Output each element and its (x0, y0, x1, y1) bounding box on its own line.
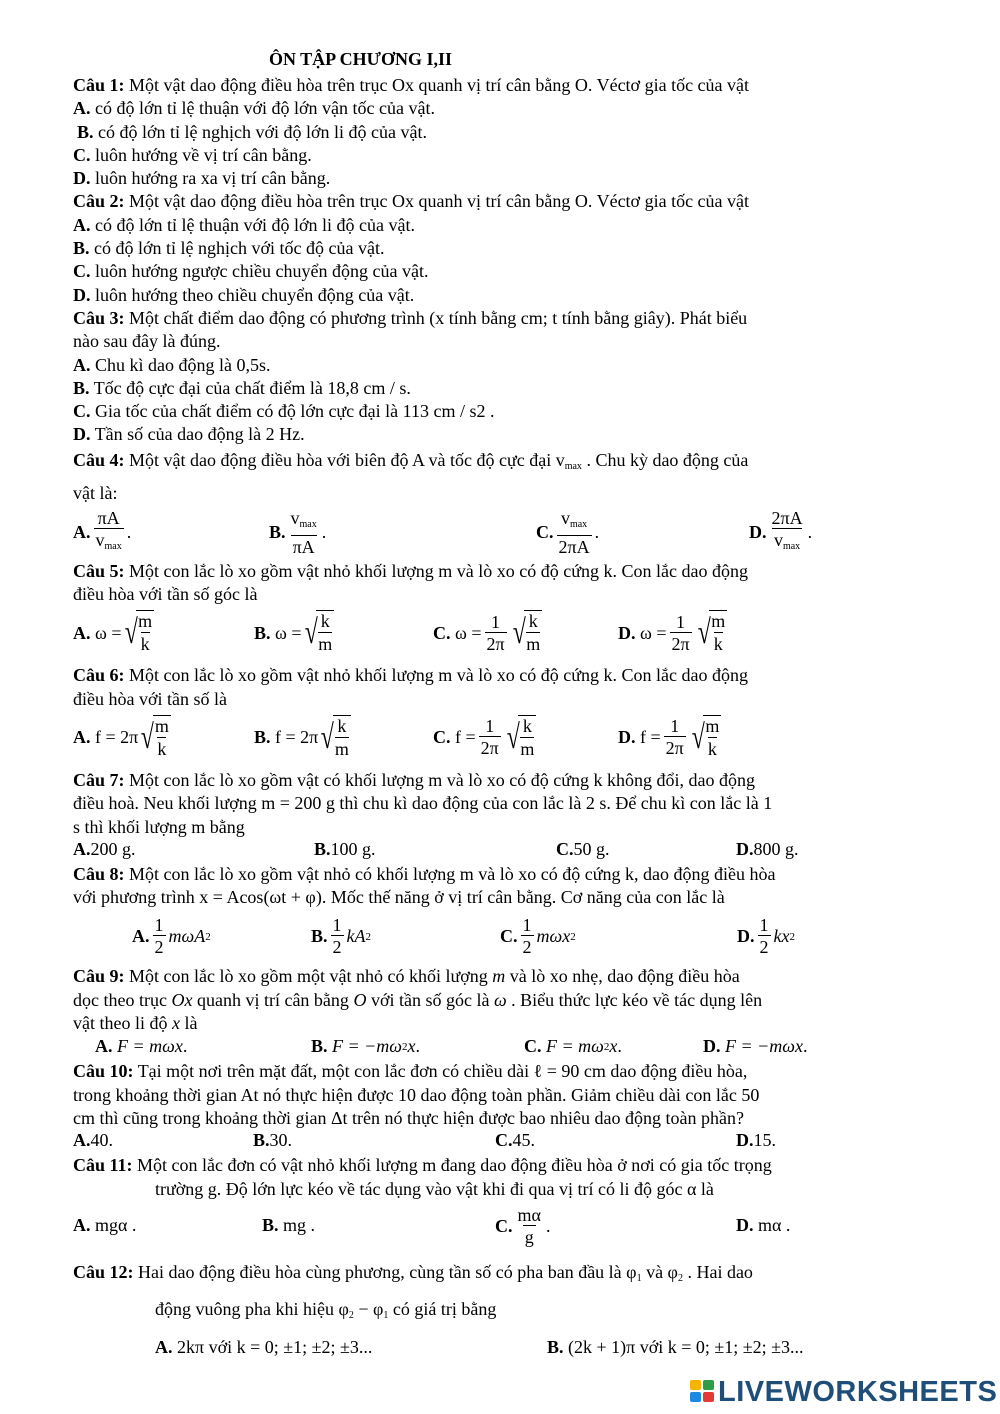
q2-option-a[interactable]: A. có độ lớn tỉ lệ thuận với độ lớn li độ của vật. (73, 214, 416, 235)
q8-option-a[interactable]: A. $\frac{1}{2}$ mωA 2 (132, 915, 211, 958)
q10-option-a[interactable]: A. 40. (73, 1130, 113, 1151)
liveworksheets-logo-icon (690, 1380, 716, 1404)
q4-options (73, 506, 863, 560)
q9-stem-cont2: vật theo li độ x là (73, 1013, 198, 1034)
q10-option-b[interactable]: B. 30. (253, 1130, 293, 1151)
logo-square-2 (703, 1380, 714, 1390)
q1-option-d[interactable]: D. luôn hướng ra xa vị trí cân bằng. (73, 168, 331, 189)
q5-stem-cont: điều hòa với tần số góc là (73, 584, 258, 605)
q9-option-b[interactable]: B. F = −mω 2 x . (311, 1036, 421, 1057)
q6-stem-cont: điều hòa với tần số là (73, 688, 227, 709)
q4-option-d[interactable]: D. $\frac{2\pi A}{v_{max}}$ . (749, 508, 812, 558)
q2-option-c[interactable]: C. luôn hướng ngược chiều chuyển động của vật. (73, 261, 429, 282)
q9-option-c[interactable]: C. F = mω 2 x . (524, 1036, 622, 1057)
q3-option-c[interactable]: C. Gia tốc của chất điểm có độ lớn cực đại là 113 cm / s2 . (73, 401, 495, 422)
q3-stem: Câu 3: Một chất điểm dao động có phương trình (x tính bằng cm; t tính bằng giây). Phát biểu (73, 307, 748, 328)
sqrt-icon: √ $\frac{k}{m}$ (321, 715, 349, 759)
q11-options (73, 1201, 863, 1257)
sqrt-icon: √ $\frac{m}{k}$ (691, 715, 720, 759)
q1-stem: Câu 1: Một vật dao động điều hòa trên trục Ox quanh vị trí cân bằng O. Véctơ gia tốc của vật (73, 75, 750, 95)
q7-options (73, 839, 863, 863)
q12-option-b[interactable]: B. (2k + 1)π với k = 0; ±1; ±2; ±3... (547, 1336, 804, 1357)
q9-options (73, 1035, 863, 1060)
q8-option-b[interactable]: B. $\frac{1}{2}$ kA 2 (311, 915, 371, 958)
q12-options (73, 1331, 863, 1367)
q2-option-d[interactable]: D. luôn hướng theo chiều chuyển động của vật. (73, 284, 415, 305)
q1-option-b[interactable]: B. có độ lớn tỉ lệ nghịch với độ lớn li độ của vật. (77, 121, 428, 142)
q2-stem: Câu 2: Một vật dao động điều hòa trên trục Ox quanh vị trí cân bằng O. Véctơ gia tốc của vật (73, 191, 750, 212)
q4-option-c[interactable]: C. $\frac{v_{max}}{2\pi A}$ . (536, 507, 600, 557)
liveworksheets-logo[interactable] (690, 1375, 998, 1408)
sqrt-icon: √ $\frac{m}{k}$ (124, 611, 153, 655)
q3-option-d[interactable]: D. Tần số của dao động là 2 Hz. (73, 424, 305, 445)
logo-square-4 (703, 1392, 714, 1402)
q2-option-b[interactable]: B. có độ lớn tỉ lệ nghịch với tốc độ của vật. (73, 238, 385, 259)
q11-option-c[interactable]: C. $\frac{m\alpha}{g}$ . (495, 1204, 551, 1247)
q8-stem: Câu 8: Một con lắc lò xo gồm vật nhỏ có khối lượng m và lò xo có độ cứng k, dao động điều hòa (73, 863, 776, 884)
q8-option-d[interactable]: D. $\frac{1}{2}$ kx 2 (737, 915, 795, 958)
q3-stem-cont: nào sau đây là đúng. (73, 331, 221, 352)
q4-option-a[interactable]: A. $\frac{\pi A}{v_{max}}$ . (73, 508, 131, 558)
sqrt-icon: √ $\frac{k}{m}$ (304, 611, 333, 655)
q3-option-a[interactable]: A. Chu kì dao động là 0,5s. (73, 354, 271, 375)
q7-option-a[interactable]: A. 200 g. (73, 838, 136, 859)
q10-options (73, 1130, 863, 1154)
sqrt-icon: √ $\frac{m}{k}$ (141, 715, 169, 759)
q11-option-b[interactable]: B. mg . (262, 1214, 316, 1235)
q4-option-b[interactable]: B. $\frac{v_{max}}{\pi A}$ . (269, 507, 327, 557)
q7-option-d[interactable]: D. 800 g. (736, 838, 799, 859)
q1-option-c[interactable]: C. luôn hướng về vị trí cân bằng. (73, 144, 312, 165)
q4-stem: Câu 4: Một vật dao động điều hòa với biên độ A và tốc độ cực đại $v_{max}$ . Chu kỳ dao động của (73, 449, 749, 472)
q10-stem: Câu 10: Tại một nơi trên mặt đất, một con lắc đơn có chiều dài ℓ = 90 cm dao động điều hòa, (73, 1061, 748, 1082)
q5-stem: Câu 5: Một con lắc lò xo gồm vật nhỏ khối lượng m và lò xo có độ cứng k. Con lắc dao động (73, 560, 748, 581)
sqrt-icon: √ $\frac{m}{k}$ (697, 611, 726, 655)
q8-stem-cont: với phương trình x = Acos(ωt + φ). Mốc thế năng ở vị trí cân bằng. Cơ năng của con lắc là (73, 887, 725, 908)
sqrt-icon: √ $\frac{k}{m}$ (506, 715, 535, 759)
logo-square-3 (690, 1392, 701, 1402)
q7-option-c[interactable]: C. 50 g. (556, 838, 610, 859)
q9-option-a[interactable]: A. F = mωx . (95, 1036, 188, 1057)
q12-stem-cont: động vuông pha khi hiệu $\varphi_2 - \varphi_1$ có giá trị bằng (155, 1298, 497, 1321)
q3-option-b[interactable]: B. Tốc độ cực đại của chất điểm là 18,8 cm / s. (73, 377, 411, 398)
q5-option-c[interactable]: C. ω = $\frac{1}{2\pi}$ √ $\frac{k}{m}$ (433, 611, 541, 655)
q9-stem: Câu 9: Một con lắc lò xo gồm một vật nhỏ có khối lượng m và lò xo nhẹ, dao động điều hòa (73, 966, 740, 987)
q6-option-c[interactable]: C. f = $\frac{1}{2\pi}$ √ $\frac{k}{m}$ (433, 715, 535, 759)
logo-text: LIVEWORKSHEETS (718, 1375, 998, 1408)
q6-options (73, 711, 863, 769)
q10-stem-cont2: cm thì cũng trong khoảng thời gian Δt trên nó thực hiện được bao nhiêu dao động toàn phần? (73, 1107, 744, 1128)
worksheet (73, 44, 863, 1367)
q12-option-a[interactable]: A. 2kπ với k = 0; ±1; ±2; ±3... (155, 1336, 373, 1357)
sqrt-icon: √ $\frac{k}{m}$ (512, 611, 541, 655)
q11-option-a[interactable]: A. mgα . (73, 1214, 137, 1235)
q11-option-d[interactable]: D. mα . (736, 1214, 791, 1235)
q4-stem-cont: vật là: (73, 482, 118, 503)
q7-stem-cont2: s thì khối lượng m bằng (73, 816, 245, 837)
q7-stem: Câu 7: Một con lắc lò xo gồm vật có khối lượng m và lò xo có độ cứng k không đổi, dao động (73, 769, 755, 790)
q11-stem: Câu 11: Một con lắc đơn có vật nhỏ khối lượng m đang dao động điều hòa ở nơi có gia tốc trọng (73, 1155, 772, 1176)
q5-option-a[interactable]: A. ω = √ $\frac{m}{k}$ (73, 611, 153, 655)
q8-options (73, 909, 863, 965)
q11-stem-cont: trường g. Độ lớn lực kéo về tác dụng vào vật khi đi qua vị trí có li độ góc α là (155, 1178, 714, 1199)
q6-option-d[interactable]: D. f = $\frac{1}{2\pi}$ √ $\frac{m}{k}$ (618, 715, 720, 759)
page-title: ÔN TẬP CHƯƠNG I,II (269, 49, 453, 69)
q10-stem-cont: trong khoảng thời gian At nó thực hiện được 10 dao động toàn phần. Giảm chiều dài con lắc 50 (73, 1084, 760, 1105)
q1-option-a[interactable]: A. có độ lớn tỉ lệ thuận với độ lớn vận tốc của vật. (73, 98, 435, 119)
q6-option-a[interactable]: A. f = 2π √ $\frac{m}{k}$ (73, 715, 169, 759)
q5-option-d[interactable]: D. ω = $\frac{1}{2\pi}$ √ $\frac{m}{k}$ (618, 611, 726, 655)
q9-option-d[interactable]: D. F = −mωx . (703, 1036, 808, 1057)
q5-options (73, 606, 863, 664)
q8-option-c[interactable]: C. $\frac{1}{2}$ mωx 2 (500, 915, 576, 958)
logo-square-1 (690, 1380, 701, 1390)
q5-option-b[interactable]: B. ω = √ $\frac{k}{m}$ (254, 611, 333, 655)
q6-option-b[interactable]: B. f = 2π √ $\frac{k}{m}$ (254, 715, 349, 759)
q12-stem: Câu 12: Hai dao động điều hòa cùng phương, cùng tần số có pha ban đầu là $\varphi_1$ và $\varphi_2$ . Hai dao (73, 1261, 753, 1284)
q10-option-d[interactable]: D. 15. (736, 1130, 776, 1151)
q6-stem: Câu 6: Một con lắc lò xo gồm vật nhỏ khối lượng m và lò xo có độ cứng k. Con lắc dao động (73, 665, 748, 686)
q7-option-b[interactable]: B. 100 g. (314, 838, 376, 859)
q10-option-c[interactable]: C. 45. (495, 1130, 535, 1151)
q9-stem-cont: dọc theo trục Ox quanh vị trí cân bằng O với tần số góc là ω . Biểu thức lực kéo về tác dụng lên (73, 989, 763, 1010)
q7-stem-cont: điều hoà. Neu khối lượng m = 200 g thì chu kì dao động của con lắc là 2 s. Để chu kì con lắc là 1 (73, 793, 773, 814)
